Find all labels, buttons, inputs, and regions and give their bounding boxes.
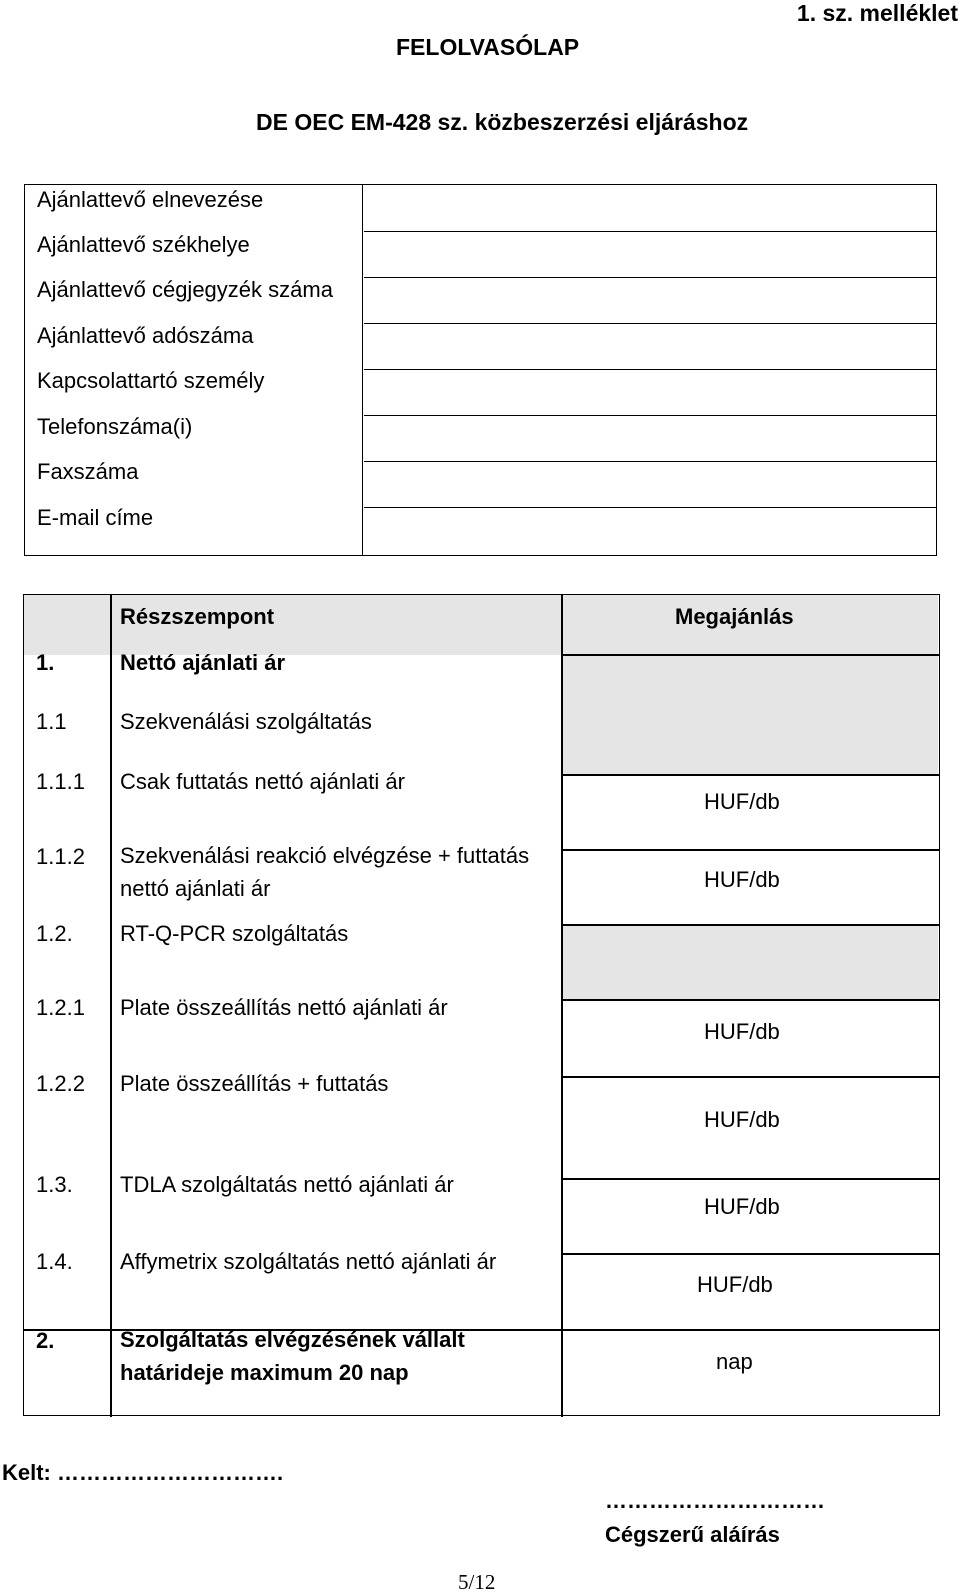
info-label-registry: Ajánlattevő cégjegyzék száma bbox=[37, 277, 333, 302]
row-unit[interactable]: nap bbox=[716, 1349, 753, 1374]
row-unit[interactable]: HUF/db bbox=[704, 1107, 780, 1132]
row-num: 1.2.2 bbox=[36, 1071, 85, 1096]
bidder-info-labels bbox=[25, 185, 363, 555]
page-title: FELOLVASÓLAP bbox=[396, 34, 580, 60]
row-label: Szekvenálási reakció elvégzése + futtatás nettó ajánlati ár bbox=[120, 843, 530, 901]
info-label-seat: Ajánlattevő székhelye bbox=[37, 232, 250, 257]
row-label: Szekvenálási szolgáltatás bbox=[120, 709, 372, 734]
row-unit[interactable]: HUF/db bbox=[697, 1272, 773, 1297]
info-label-fax: Faxszáma bbox=[37, 459, 139, 484]
row-num: 1.1.1 bbox=[36, 769, 85, 794]
annex-label: 1. sz. melléklet bbox=[796, 0, 958, 26]
page-number: 5/12 bbox=[458, 1570, 496, 1594]
row-unit[interactable]: HUF/db bbox=[704, 1194, 780, 1219]
offer-table bbox=[23, 594, 940, 1416]
row-unit[interactable]: HUF/db bbox=[704, 789, 780, 814]
signature-label: Cégszerű aláírás bbox=[605, 1522, 780, 1547]
info-value-contact[interactable] bbox=[364, 369, 936, 416]
row-label: Szolgáltatás elvégzésének vállalt határideje maximum 20 nap bbox=[120, 1327, 465, 1385]
info-value-fax[interactable] bbox=[364, 461, 936, 508]
offer-cell-1-1-gray bbox=[562, 715, 938, 774]
row-num: 1.4. bbox=[36, 1249, 73, 1274]
row-num: 2. bbox=[36, 1328, 55, 1353]
info-label-email: E-mail címe bbox=[37, 505, 154, 530]
info-value-registry[interactable] bbox=[364, 277, 936, 324]
row-unit[interactable]: HUF/db bbox=[704, 1019, 780, 1044]
row-label: Csak futtatás nettó ajánlati ár bbox=[120, 769, 405, 794]
bidder-info-table bbox=[24, 184, 937, 556]
row-unit[interactable]: HUF/db bbox=[704, 867, 780, 892]
info-label-name: Ajánlattevő elnevezése bbox=[37, 187, 264, 212]
row-num: 1.3. bbox=[36, 1172, 73, 1197]
header-num-cell bbox=[24, 595, 110, 655]
info-value-name[interactable] bbox=[364, 185, 936, 232]
row-label: TDLA szolgáltatás nettó ajánlati ár bbox=[120, 1172, 454, 1197]
info-value-tax[interactable] bbox=[364, 323, 936, 370]
row-num: 1.1 bbox=[36, 709, 67, 734]
row-num: 1.2.1 bbox=[36, 995, 85, 1020]
info-label-tax: Ajánlattevő adószáma bbox=[37, 323, 254, 348]
info-value-email[interactable] bbox=[364, 507, 936, 553]
row-label: Plate összeállítás nettó ajánlati ár bbox=[120, 995, 448, 1020]
header-offer: Megajánlás bbox=[675, 604, 794, 629]
info-value-phone[interactable] bbox=[364, 415, 936, 462]
row-num: 1. bbox=[36, 650, 55, 675]
info-label-phone: Telefonszáma(i) bbox=[37, 414, 193, 439]
row-label: Nettó ajánlati ár bbox=[120, 650, 286, 675]
offer-cell-1-2-gray bbox=[562, 925, 938, 999]
info-label-contact: Kapcsolattartó személy bbox=[37, 368, 265, 393]
row-num: 1.2. bbox=[36, 921, 73, 946]
date-field[interactable]: Kelt: …………………………. bbox=[2, 1460, 284, 1485]
row-label: RT-Q-PCR szolgáltatás bbox=[120, 921, 349, 946]
row-num: 1.1.2 bbox=[36, 844, 85, 869]
info-value-seat[interactable] bbox=[364, 231, 936, 278]
row-label: Affymetrix szolgáltatás nettó ajánlati ár bbox=[120, 1249, 497, 1274]
row-label: Plate összeállítás + futtatás bbox=[120, 1071, 389, 1096]
signature-line[interactable]: ………………………… bbox=[605, 1488, 825, 1513]
header-subcriterion: Részszempont bbox=[120, 604, 275, 629]
page-subtitle: DE OEC EM-428 sz. közbeszerzési eljáráshoz bbox=[256, 109, 749, 135]
